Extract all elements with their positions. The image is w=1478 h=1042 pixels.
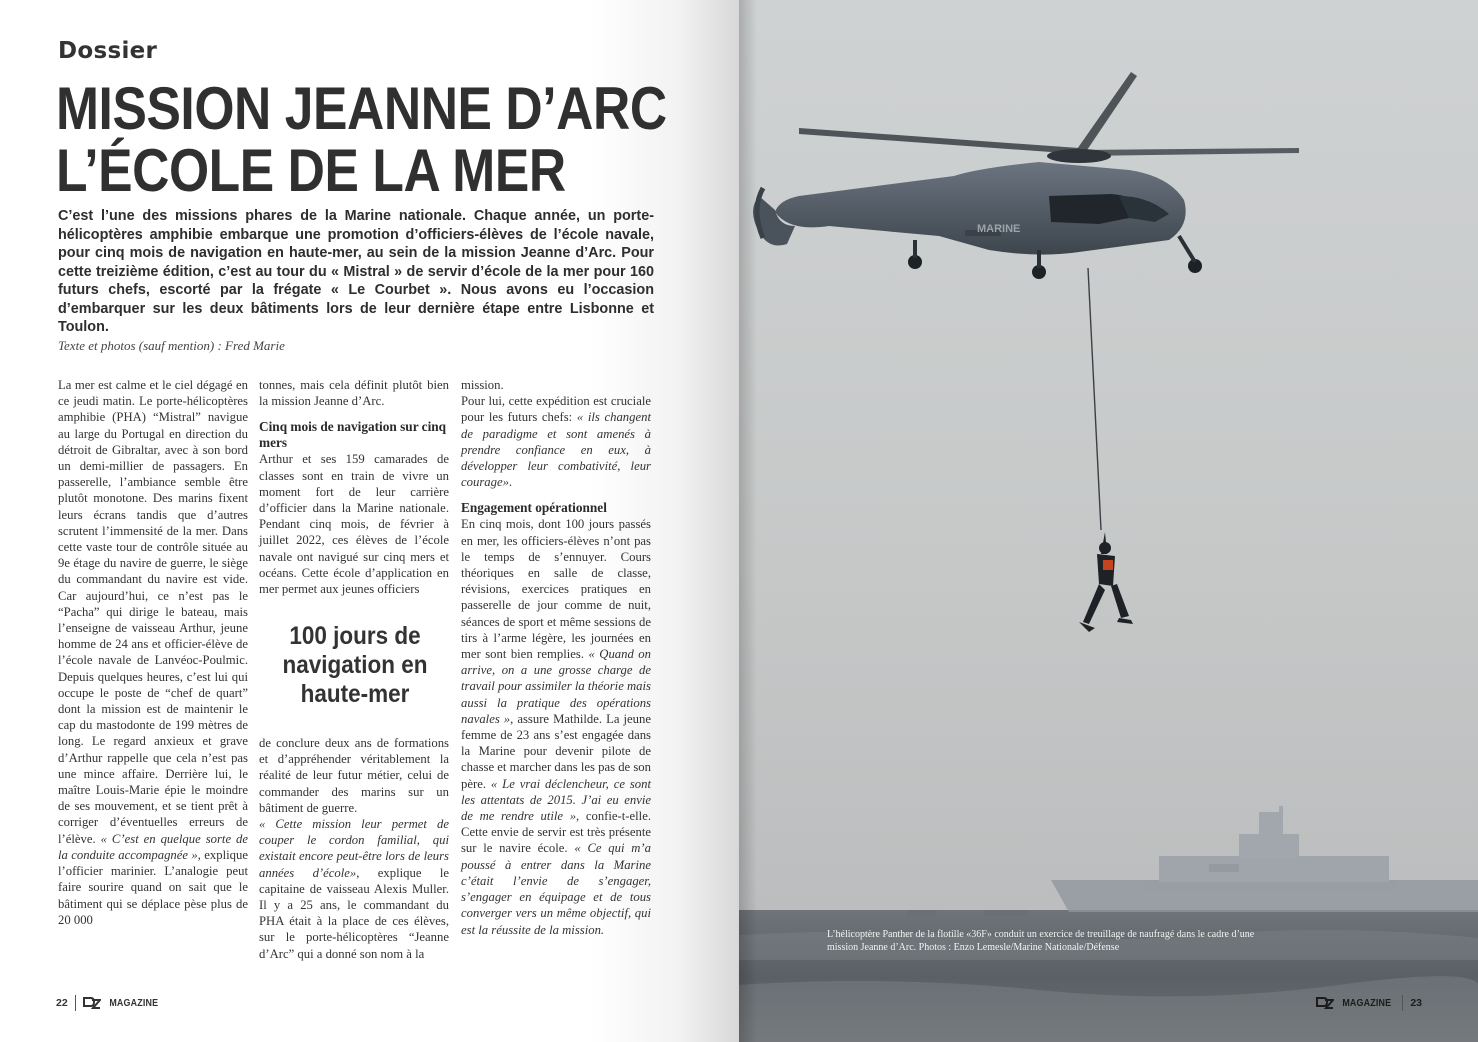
pull-quote: 100 jours de navigation en haute-mer [282,622,428,708]
title-line-1: MISSION JEANNE D’ARC [56,75,667,142]
body-text: En cinq mois, dont 100 jours passés en mer, les officiers-élèves n’ont pas le temps de s’ennuyer. Cours théoriques en salle de classe, révisions, exercices pratiques en passerelle de jour comme de nuit, séances de sport et même sessions de tirs à l’arme légère, les journées en mer sont bien remplies. [461,517,651,662]
magazine-logo-icon [1316,996,1334,1010]
magazine-name: MAGAZINE [109,997,158,1009]
body-column-1 [58,377,248,928]
section-label: Dossier [58,38,158,64]
body-paragraph [461,393,651,490]
body-column-2 [259,377,449,597]
body-paragraph [58,377,248,928]
body-column-3 [461,377,651,938]
body-text: , assure Mathilde. La jeune femme de 23 ans s’est engagée dans la Marine pour devenir pilote de chasse et marcher dans les pas de son père. [461,711,651,791]
photo-caption: L’hélicoptère Panther de la flotille «36F» conduit un exercice de treuillage de naufragé dans le cadre d’une mission Jeanne d’Arc. Photos : Enzo Lemesle/Marine Nationale/Défense [827,929,1255,953]
divider [1402,995,1403,1011]
footer-right [1316,995,1422,1011]
body-text: , explique l’officier marinier. L’analogie peut faire sourire quand on sait que le bâtiment qui se déplace pèse plus de 20 000 [58,847,248,927]
quote-text: « C’est en quelque sorte de la conduite accompagnée » [58,831,248,862]
body-paragraph: tonnes, mais cela définit plutôt bien la mission Jeanne d’Arc. [259,378,449,409]
body-text: , explique le capitaine de vaisseau Alexis Muller. Il y a 25 ans, le commandant du PHA était à la place de ces élèves, sur le porte-hélicoptères “Jeanne d’Arc” qui a donné son nom à la [259,865,449,961]
body-column-2-continued [259,735,449,962]
body-text: . [508,475,513,490]
helicopter-photo [739,0,1478,1042]
right-page [739,0,1478,1042]
magazine-logo-icon [83,996,101,1010]
author-credit: Texte et photos (sauf mention) : Fred Marie [58,338,285,353]
subheading: Cinq mois de navigation sur cinq mers [259,419,447,451]
body-text: Pour lui, cette expédition est cruciale pour les futurs chefs: [461,394,651,425]
body-text: La mer est calme et le ciel dégagé en ce jeudi matin. Le porte-hélicoptères amphibie (PHA) “Mistral” navigue au large du Portugal en direction du détroit de Gibraltar, avec à son bord un demi-millier de passagers. En passerelle, l’ambiance semble être plutôt monotone. Des marins fixent leurs écrans tandis que d’autres scrutent l’immensité de la mer. Dans cette vaste tour de contrôle située au 9e étage du navire de guerre, le siège du commandant du navire est vide. Car aujourd’hui, ce n’est pas le “Pacha” qui dirige le bateau, mais l’enseigne de vaisseau Arthur, jeune homme de 24 ans et officier-élève de l’école navale de Lanvéoc-Poulmic. Depuis quelques heures, c’est lui qui occupe le poste de “chef de quart” dont la mission est de maintenir le cap du mastodonte de 199 mètres de long. Le regard anxieux et grave d’Arthur rappelle que cela n’est pas une mince affaire. Derrière lui, le maître Louis-Marie épie le moindre de ses mouvement, et se tient prêt à corriger d’éventuelles erreurs de l’élève. [58,378,248,846]
article-title [56,75,667,204]
page-number: 22 [56,997,68,1009]
body-paragraph: Arthur et ses 159 camarades de classes sont en train de vivre un moment fort de leur carrière d’officier dans la Marine nationale. Pendant cinq mois, de février à juillet 2022, ces élèves de l’école navale ont navigué sur cinq mers et océans. Cette école d’application en mer permet aux jeunes officiers [259,452,449,597]
quote-text: « Le vrai déclencheur, ce sont les attentats de 2015. J’ai eu envie de me rendre utile » [461,776,651,824]
divider [75,995,76,1011]
body-text: , confie-t-elle. Cette envie de servir est très présente sur le navire école. [461,809,652,856]
quote-text: « Cette mission leur permet de couper le cordon familial, qui existait encore peut-être lors de leurs années d’école» [259,817,449,880]
magazine-name: MAGAZINE [1342,997,1391,1009]
quote-text: « ils changent de paradigme et sont amenés à prendre confiance en eux, à développer leur combativité, leur courage» [461,410,651,490]
quote-text: « Quand on arrive, on a une grosse charge de travail pour assimiler la théorie mais aussi la pratique des opérations navales » [461,647,651,726]
title-line-2: L’ÉCOLE DE LA MER [56,137,566,204]
body-paragraph [259,816,449,962]
subheading: Engagement opérationnel [461,500,607,516]
footer-left [56,995,162,1011]
gutter-shadow [739,0,757,1042]
quote-text: « Ce qui m’a poussé à entrer dans la Marine c’était l’envie de s’engager, s’engager en équipage et de tous converger vers un même objectif, qui est la réussite de la mission. [461,841,651,937]
page-number: 23 [1410,997,1422,1009]
lead-paragraph: C’est l’une des missions phares de la Marine nationale. Chaque année, un porte-hélicoptères amphibie embarque une promotion d’officiers-élèves de l’école navale, pour cinq mois de navigation en haute-mer, au sein de la mission Jeanne d’Arc. Pour cette treizième édition, c’est au tour du « Mistral » de servir d’école de la mer pour 160 futurs chefs, escorté par la frégate « Le Courbet ». Nous avons eu l’occasion d’embarquer sur les deux bâtiments lors de leur dernière étape entre Lisbonne et Toulon. [58,208,654,335]
helicopter-marking: MARINE [977,223,1021,235]
body-paragraph: mission. [461,378,504,392]
body-paragraph [461,516,651,937]
body-paragraph: de conclure deux ans de formations et d’appréhender véritablement la réalité de leur futur métier, celui de commander des marins sur un bâtiment de guerre. [259,736,449,815]
